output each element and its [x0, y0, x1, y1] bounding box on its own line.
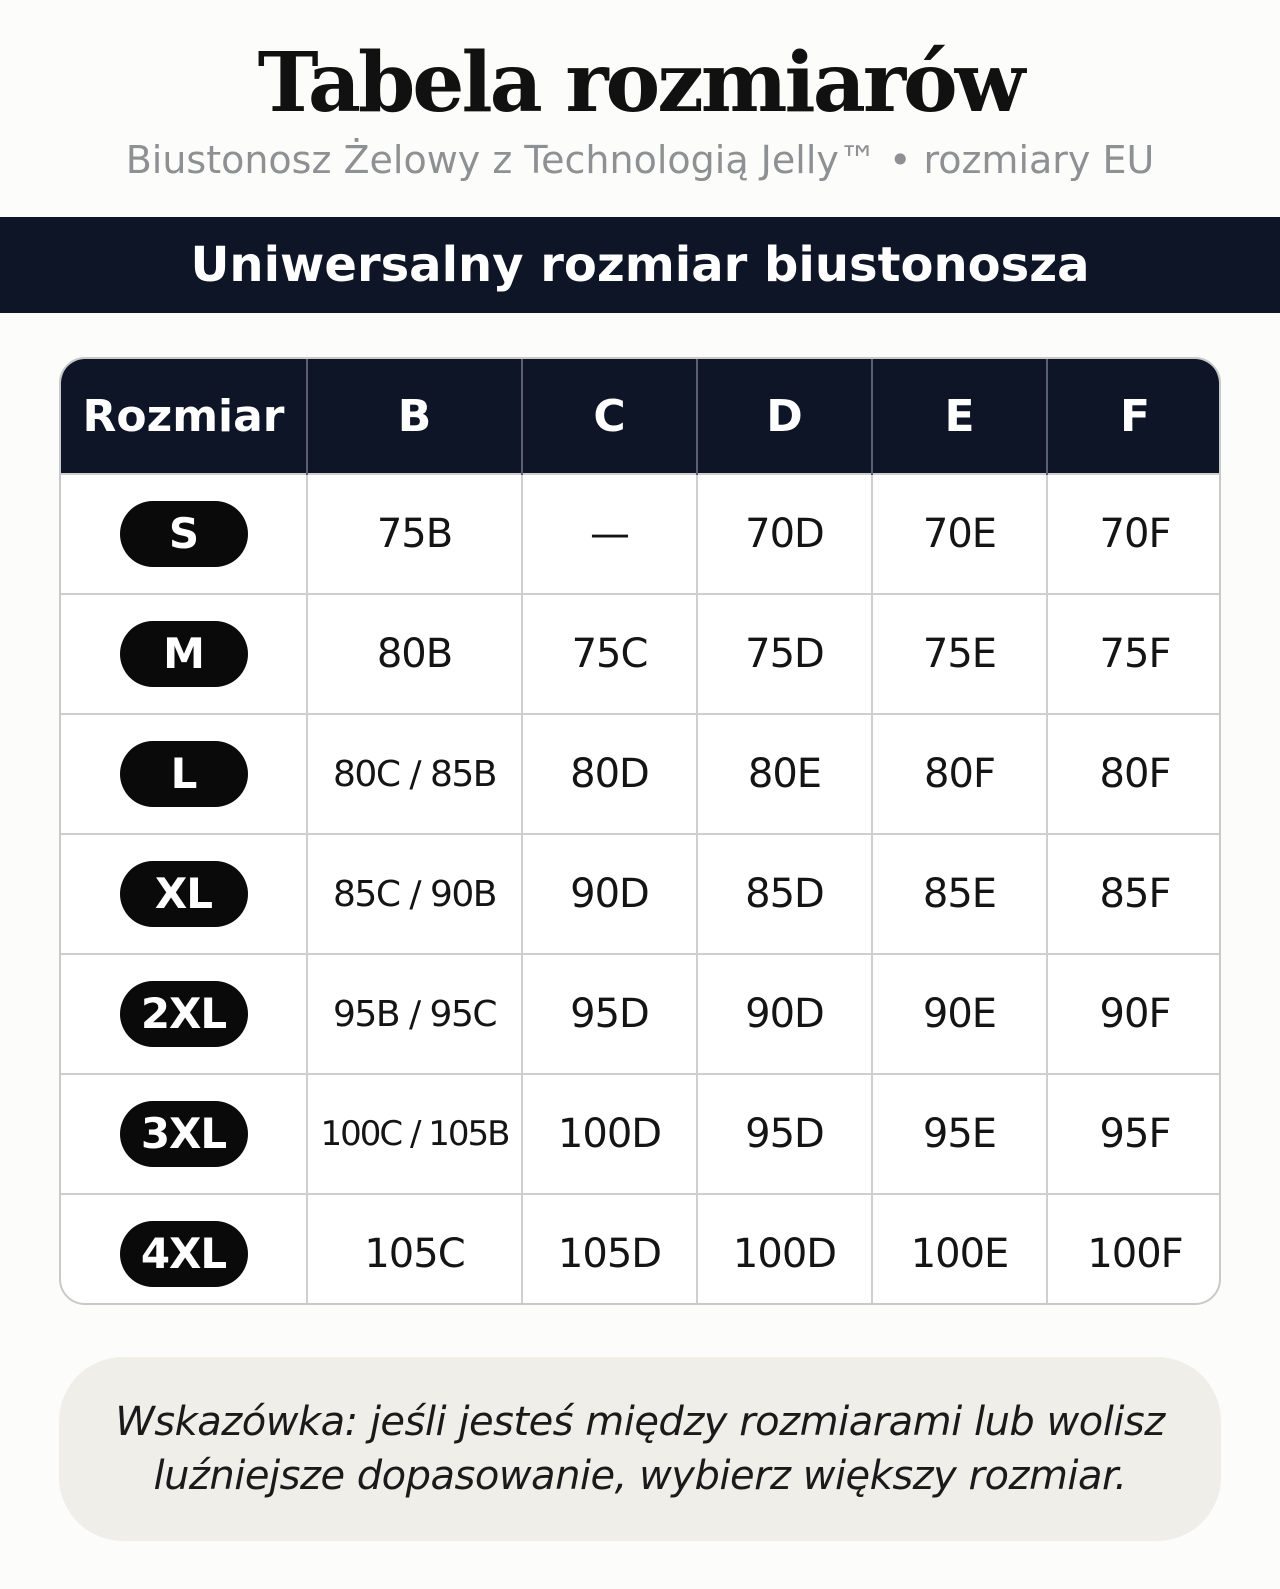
table-row	[61, 954, 1221, 1074]
page-subtitle: Biustonosz Żelowy z Technologią Jelly™ • rozmiary EU	[125, 138, 1155, 182]
size-cell	[61, 594, 307, 714]
size-badge: L	[120, 741, 248, 807]
table-cell: 90D	[697, 954, 872, 1074]
table-cell: 75F	[1047, 594, 1221, 714]
table-cell: 95E	[872, 1074, 1047, 1194]
table-cell: 80F	[872, 714, 1047, 834]
table-row	[61, 474, 1221, 594]
table-cell: 95B / 95C	[307, 954, 522, 1074]
table-cell: —	[522, 474, 697, 594]
table-cell: 70E	[872, 474, 1047, 594]
table-cell: 80F	[1047, 714, 1221, 834]
column-header-cup-c: C	[522, 359, 697, 474]
column-header-cup-b: B	[307, 359, 522, 474]
table-cell: 85C / 90B	[307, 834, 522, 954]
table-cell: 80C / 85B	[307, 714, 522, 834]
table-cell: 70F	[1047, 474, 1221, 594]
table-cell: 80B	[307, 594, 522, 714]
table-row	[61, 834, 1221, 954]
table-cell: 105C	[307, 1194, 522, 1305]
size-cell	[61, 714, 307, 834]
size-cell	[61, 954, 307, 1074]
tip-text-line-2: luźniejsze dopasowanie, wybierz większy rozmiar.	[153, 1453, 1127, 1499]
column-header-cup-d: D	[697, 359, 872, 474]
size-badge: XL	[120, 861, 248, 927]
table-header-row	[61, 359, 1221, 474]
table-cell: 90E	[872, 954, 1047, 1074]
tip-box	[59, 1357, 1221, 1541]
table-row	[61, 1194, 1221, 1305]
size-cell	[61, 1074, 307, 1194]
column-header-size: Rozmiar	[61, 359, 307, 474]
table-cell: 70D	[697, 474, 872, 594]
table-cell: 100C / 105B	[307, 1074, 522, 1194]
size-cell	[61, 834, 307, 954]
table-cell: 100D	[522, 1074, 697, 1194]
size-badge: 3XL	[120, 1101, 248, 1167]
table-cell: 95D	[697, 1074, 872, 1194]
size-badge: 4XL	[120, 1221, 248, 1287]
table-cell: 90D	[522, 834, 697, 954]
section-banner	[0, 217, 1280, 313]
tip-text-line-1: Wskazówka: jeśli jesteś między rozmiarami lub wolisz	[115, 1399, 1165, 1445]
table-cell: 85D	[697, 834, 872, 954]
table-cell: 95F	[1047, 1074, 1221, 1194]
table-cell: 100F	[1047, 1194, 1221, 1305]
column-header-cup-e: E	[872, 359, 1047, 474]
size-cell	[61, 474, 307, 594]
size-badge: M	[120, 621, 248, 687]
table-row	[61, 594, 1221, 714]
table-cell: 75C	[522, 594, 697, 714]
banner-label: Uniwersalny rozmiar biustonosza	[190, 237, 1090, 293]
table-cell: 95D	[522, 954, 697, 1074]
size-badge: S	[120, 501, 248, 567]
column-header-cup-f: F	[1047, 359, 1221, 474]
page-title: Tabela rozmiarów	[257, 35, 1023, 131]
table-cell: 80D	[522, 714, 697, 834]
size-badge: 2XL	[120, 981, 248, 1047]
size-table	[61, 359, 1221, 1305]
size-table-container	[59, 357, 1221, 1305]
table-cell: 90F	[1047, 954, 1221, 1074]
table-row	[61, 1074, 1221, 1194]
table-cell: 85F	[1047, 834, 1221, 954]
table-cell: 75E	[872, 594, 1047, 714]
table-cell: 105D	[522, 1194, 697, 1305]
size-cell	[61, 1194, 307, 1305]
table-cell: 80E	[697, 714, 872, 834]
table-row	[61, 714, 1221, 834]
table-cell: 100E	[872, 1194, 1047, 1305]
table-cell: 75D	[697, 594, 872, 714]
table-cell: 75B	[307, 474, 522, 594]
table-cell: 100D	[697, 1194, 872, 1305]
table-cell: 85E	[872, 834, 1047, 954]
